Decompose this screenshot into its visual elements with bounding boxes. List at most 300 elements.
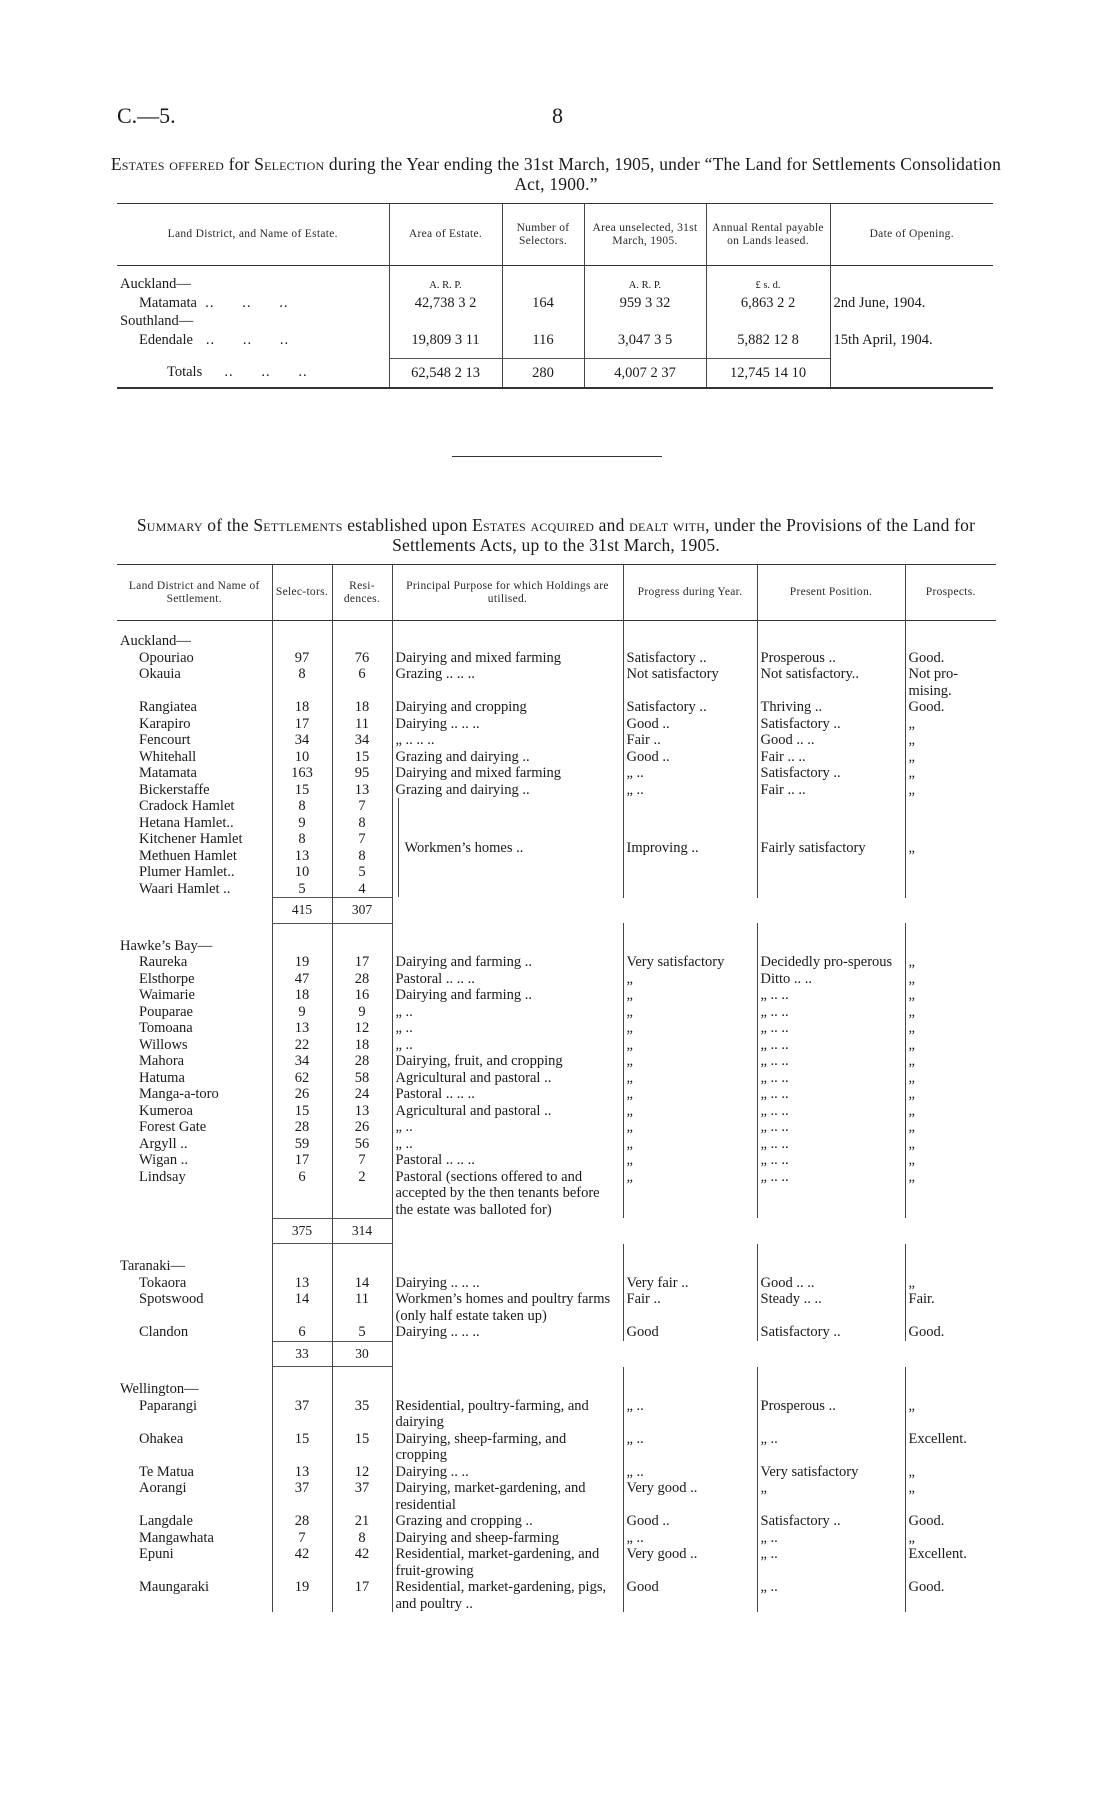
selectors-cell: 62 [272,1070,332,1087]
section-divider [452,456,662,457]
prospects-cell: Good. [905,1324,996,1341]
residences-cell: 35 [332,1398,392,1431]
selectors-cell: 8 [272,798,332,815]
settlement-name: Waari Hamlet .. [139,880,231,897]
residences-cell: 12 [332,1020,392,1037]
settlement-name-text: Clandon [139,1324,189,1340]
purpose-cell: Dairying and mixed farming [392,650,623,667]
settlement-name [117,1169,272,1219]
residences-cell: 37 [332,1480,392,1513]
prospects-cell: „ [905,1136,996,1153]
progress-cell: „ [623,1053,757,1070]
units-label: A. R. P. [389,266,502,294]
progress-cell: „ [623,1070,757,1087]
selectors-cell: 22 [272,1037,332,1054]
table-header-row [117,565,996,621]
position-cell: „ .. .. [757,1152,905,1169]
table-row [117,798,996,815]
table-row [117,666,996,699]
prospects-cell: Excellent. [905,1431,996,1464]
date-cell: 15th April, 1904. [830,331,993,359]
subtotal-selectors: 375 [272,1218,332,1244]
prospects-cell: „ [905,782,996,799]
position-cell: „ .. [757,1579,905,1612]
residences-cell: 18 [332,1037,392,1054]
table-header-row [117,204,993,266]
table-row [117,312,993,331]
subtotal-selectors: 33 [272,1341,332,1367]
progress-cell: Not satisfactory [623,666,757,699]
position-cell: „ .. [757,1530,905,1547]
settlement-name [117,1513,272,1530]
settlement-name-text: Matamata [139,765,197,781]
area-cell: 19,809 3 11 [389,331,502,359]
position-cell: „ .. .. [757,1037,905,1054]
settlement-name [117,666,272,699]
position-cell: Fair .. .. [757,782,905,799]
position-cell: „ .. [757,1431,905,1464]
table-row [117,1037,996,1054]
table-row [117,1381,996,1398]
selectors-cell: 42 [272,1546,332,1579]
position-cell: Good .. .. [757,1275,905,1292]
selectors-cell: 37 [272,1480,332,1513]
position-cell: Prosperous .. [757,650,905,667]
column-header: Principal Purpose for which Holdings are utilised. [392,565,623,621]
residences-cell: 13 [332,782,392,799]
table1-title [110,154,1002,194]
district-label: Hawke’s Bay— [120,937,213,954]
residences-cell: 17 [332,954,392,971]
purpose-cell: „ .. [392,1119,623,1136]
purpose-cell: Grazing .. .. .. [392,666,623,699]
position-cell: Satisfactory .. [757,1324,905,1341]
residences-cell: 8 [332,848,392,865]
progress-cell: Very fair .. [623,1275,757,1292]
settlement-name [117,1136,272,1153]
position-cell: Satisfactory .. [757,716,905,733]
table-row [117,1086,996,1103]
position-cell: Thriving .. [757,699,905,716]
settlement-name [117,782,272,799]
purpose-cell: Grazing and dairying .. [392,749,623,766]
purpose-cell: Residential, market-gardening, and fruit-growing [392,1546,623,1579]
settlement-name [117,716,272,733]
table-row [117,1513,996,1530]
position-cell: Satisfactory .. [757,1513,905,1530]
progress-cell: Very satisfactory [623,954,757,971]
settlement-name [117,1530,272,1547]
table-row [117,1169,996,1219]
settlement-name [117,1070,272,1087]
progress-cell: „ [623,1136,757,1153]
settlement-name-text: Manga-a-toro [139,1086,219,1102]
purpose-cell: Residential, poultry-farming, and dairying [392,1398,623,1431]
residences-cell: 42 [332,1546,392,1579]
settlement-name [117,1275,272,1292]
position-cell: Ditto .. .. [757,971,905,988]
purpose-cell: Pastoral (sections offered to and accepted by the then tenants before the estate was balloted for) [392,1169,623,1219]
unselected-cell: 3,047 3 5 [584,331,706,359]
settlement-name [117,1119,272,1136]
selectors-cell: 15 [272,1431,332,1464]
table-row [117,1103,996,1120]
progress-cell: Improving .. [623,798,757,898]
purpose-cell: Dairying and sheep-farming [392,1530,623,1547]
prospects-cell: „ [905,1398,996,1431]
position-cell: „ .. .. [757,1053,905,1070]
position-cell: „ .. .. [757,1103,905,1120]
purpose-cell: „ .. [392,1136,623,1153]
table-row [117,1004,996,1021]
progress-cell: Good [623,1324,757,1341]
title-word: and [594,515,630,535]
table-row [117,1136,996,1153]
settlement-name-text: Okauia [139,666,181,682]
settlement-name-text: Te Matua [139,1463,194,1480]
settlement-name-text: Wigan .. [139,1152,188,1168]
progress-cell: „ [623,1020,757,1037]
residences-cell: 8 [332,815,392,832]
settlement-name [117,765,272,782]
table-row [117,1152,996,1169]
progress-cell: „ [623,1119,757,1136]
prospects-cell: Good. [905,1513,996,1530]
purpose-cell: Dairying and cropping [392,699,623,716]
selectors-cell: 163 [272,765,332,782]
table-row [117,1546,996,1579]
residences-cell: 76 [332,650,392,667]
table-row [117,1291,996,1324]
prospects-cell: „ [905,954,996,971]
purpose-cell: Dairying and farming .. [392,987,623,1004]
selectors-cell: 15 [272,782,332,799]
progress-cell: „ [623,987,757,1004]
unselected-cell: 959 3 32 [584,294,706,313]
district-label: Southland— [120,313,194,329]
settlement-name-text: Hatuma [139,1069,185,1086]
table-row [117,732,996,749]
residences-cell: 56 [332,1136,392,1153]
title-word: during the Year ending the 31st March, 1905, under “The Land for Settlements Consolidation Act, 1900.” [324,154,1002,194]
column-header: Selec-tors. [272,565,332,621]
settlement-name-text: Whitehall [139,748,197,765]
page-number: 8 [552,103,563,128]
selectors-cell: 26 [272,1086,332,1103]
prospects-cell: „ [905,765,996,782]
residences-cell: 21 [332,1513,392,1530]
settlement-name-text: Argyll .. [139,1135,188,1152]
settlement-name-text: Mangawhata [139,1529,214,1546]
purpose-cell: Pastoral .. .. .. [392,971,623,988]
purpose-cell: „ .. [392,1037,623,1054]
residences-cell: 95 [332,765,392,782]
residences-cell: 7 [332,1152,392,1169]
district-label: Auckland— [120,276,191,292]
total-selectors: 280 [502,358,584,388]
residences-cell: 4 [332,881,392,898]
selectors-cell: 13 [272,1275,332,1292]
settlement-name [117,1579,272,1612]
column-header: Resi-dences. [332,565,392,621]
settlements-summary-table [117,564,996,1612]
selectors-cell: 6 [272,1324,332,1341]
prospects-cell: Excellent. [905,1546,996,1579]
purpose-cell: Dairying .. .. .. [392,716,623,733]
column-header: Land District and Name of Settlement. [128,579,260,605]
selectors-cell: 59 [272,1136,332,1153]
settlement-name-text: Langdale [139,1513,193,1529]
residences-cell: 6 [332,666,392,699]
position-cell: „ .. .. [757,1020,905,1037]
table-row [117,699,996,716]
prospects-cell: Fair. [905,1291,996,1324]
purpose-cell: Dairying .. .. .. [392,1324,623,1341]
selectors-cell: 34 [272,732,332,749]
selectors-cell: 28 [272,1119,332,1136]
prospects-cell: Good. [905,650,996,667]
progress-cell: „ [623,1037,757,1054]
purpose-cell: Agricultural and pastoral .. [392,1103,623,1120]
district-label: Auckland— [120,633,191,649]
purpose-cell: „ .. [392,1020,623,1037]
selectors-cell: 19 [272,1579,332,1612]
brace-group [398,798,620,897]
settlement-name [117,1004,272,1021]
title-word: Summary [136,515,203,535]
position-cell: „ .. [757,1546,905,1579]
selectors-cell: 8 [272,831,332,848]
column-header: Prospects. [905,565,996,621]
position-cell: „ [757,1480,905,1513]
progress-cell: „ [623,1004,757,1021]
selectors-cell: 9 [272,815,332,832]
position-cell: „ .. .. [757,1136,905,1153]
district-label: Taranaki— [120,1258,186,1274]
residences-cell: 28 [332,1053,392,1070]
date-cell: 2nd June, 1904. [830,294,993,313]
table-row [117,1530,996,1547]
residences-cell: 13 [332,1103,392,1120]
position-cell: „ .. .. [757,1169,905,1219]
progress-cell: „ .. [623,782,757,799]
selectors-cell: 34 [272,1053,332,1070]
prospects-cell: „ [905,1480,996,1513]
totals-row [117,358,993,388]
subtotal-residences: 307 [332,898,392,924]
residences-cell: 9 [332,1004,392,1021]
column-header: Date of Opening. [830,204,993,266]
settlement-name [117,987,272,1004]
selectors-cell: 18 [272,699,332,716]
residences-cell: 7 [332,798,392,815]
settlement-name-text: Opouriao [139,649,194,666]
prospects-cell: „ [905,732,996,749]
residences-cell: 12 [332,1464,392,1481]
purpose-cell [392,798,623,898]
units-label: A. R. P. [584,266,706,294]
table-row [117,1070,996,1087]
settlement-name: Hetana Hamlet.. [139,814,234,831]
rental-cell: 6,863 2 2 [706,294,830,313]
purpose-cell: Pastoral .. .. .. [392,1152,623,1169]
title-word: Settlements [253,515,343,535]
settlement-name-text: Forest Gate [139,1119,207,1135]
settlement-name [117,732,272,749]
position-cell: „ .. .. [757,1004,905,1021]
purpose-cell: „ .. .. .. [392,732,623,749]
settlement-name [117,1464,272,1481]
purpose-cell: Dairying, sheep-farming, and cropping [392,1431,623,1464]
table-row [117,749,996,766]
table-row [117,1020,996,1037]
position-cell: Steady .. .. [757,1291,905,1324]
rental-cell: 5,882 12 8 [706,331,830,359]
selectors-cell: 28 [272,1513,332,1530]
progress-cell: Fair .. [623,1291,757,1324]
position-cell: „ .. .. [757,987,905,1004]
purpose-cell: Dairying, fruit, and cropping [392,1053,623,1070]
table-row [117,1275,996,1292]
residences-cell: 2 [332,1169,392,1219]
purpose-cell: Grazing and cropping .. [392,1513,623,1530]
selectors-cell: 37 [272,1398,332,1431]
prospects-cell: Not pro-mising. [905,666,996,699]
table-row [117,1258,996,1275]
residences-cell: 15 [332,1431,392,1464]
table-row [117,782,996,799]
progress-cell: Satisfactory .. [623,699,757,716]
progress-cell: „ [623,1086,757,1103]
column-header: Land District, and Name of Estate. [167,228,338,240]
purpose-cell: Grazing and dairying .. [392,782,623,799]
purpose-cell: Pastoral .. .. .. [392,1086,623,1103]
position-cell: „ .. .. [757,1119,905,1136]
column-header: Progress during Year. [623,565,757,621]
residences-cell: 28 [332,971,392,988]
settlement-name: Cradock Hamlet [139,798,235,814]
settlement-name [117,1037,272,1054]
settlement-name-text: Mahora [139,1053,185,1069]
table-row [117,1579,996,1612]
title-word: dealt with [629,515,706,535]
table-row [117,938,996,955]
settlement-name-text: Paparangi [139,1397,197,1414]
position-cell: Not satisfactory.. [757,666,905,699]
position-cell: Fairly satisfactory [757,798,905,898]
settlement-name [117,971,272,988]
title-word: for [224,154,255,174]
residences-cell: 17 [332,1579,392,1612]
residences-cell: 5 [332,1324,392,1341]
prospects-cell: „ [905,749,996,766]
title-word: Estates acquired [472,515,595,535]
prospects-cell: „ [905,1530,996,1547]
position-cell: Prosperous .. [757,1398,905,1431]
residences-cell: 11 [332,1291,392,1324]
purpose-text: Workmen’s homes .. [404,839,524,856]
settlement-name-text: Epuni [139,1546,174,1562]
position-cell: Satisfactory .. [757,765,905,782]
selectors-cell: 13 [272,1020,332,1037]
table-row [117,1431,996,1464]
table-row [117,1480,996,1513]
position-cell: Decidedly pro-sperous [757,954,905,971]
prospects-cell: „ [905,1020,996,1037]
selectors-cell: 15 [272,1103,332,1120]
settlement-name-text: Raureka [139,954,188,970]
settlement-name: Methuen Hamlet [139,847,237,864]
selectors-cell: 9 [272,1004,332,1021]
prospects-cell: „ [905,971,996,988]
position-cell: „ .. .. [757,1070,905,1087]
settlement-name-text: Ohakea [139,1430,184,1447]
prospects-cell: „ [905,1169,996,1219]
progress-cell: „ [623,1152,757,1169]
table-row [117,765,996,782]
residences-cell: 34 [332,732,392,749]
settlement-name-text: Aorangi [139,1480,187,1496]
subtotal-row [117,1341,996,1367]
estate-name: Edendale .. .. .. [139,331,290,348]
table-row [117,331,993,359]
residences-cell: 18 [332,699,392,716]
selectors-cell: 10 [272,864,332,881]
purpose-cell: Residential, market-gardening, pigs, and poultry .. [392,1579,623,1612]
title-word: of the [202,515,254,535]
prospects-cell: „ [905,1086,996,1103]
selectors-cell: 18 [272,987,332,1004]
selectors-cell: 14 [272,1291,332,1324]
settlement-name [117,954,272,971]
selectors-cell: 7 [272,1530,332,1547]
selectors-cell: 164 [502,294,584,313]
subtotal-row [117,1218,996,1244]
total-unselected: 4,007 2 37 [584,358,706,388]
title-word: established upon [342,515,473,535]
subtotal-selectors: 415 [272,898,332,924]
totals-label: Totals .. .. .. [167,364,308,380]
progress-cell: Good .. [623,716,757,733]
purpose-cell: Dairying, market-gardening, and residential [392,1480,623,1513]
settlement-name [117,1324,272,1341]
selectors-cell: 8 [272,666,332,699]
table-row [117,987,996,1004]
position-cell: Fair .. .. [757,749,905,766]
prospects-cell: „ [905,1037,996,1054]
table-row [117,716,996,733]
prospects-cell: „ [905,987,996,1004]
total-rental: 12,745 14 10 [706,358,830,388]
residences-cell: 7 [332,831,392,848]
progress-cell: „ .. [623,1398,757,1431]
position-cell: Good .. .. [757,732,905,749]
prospects-cell: „ [905,798,996,898]
column-header: Present Position. [757,565,905,621]
progress-cell: „ .. [623,1431,757,1464]
settlement-name [117,1291,272,1324]
settlement-name [117,749,272,766]
progress-cell: „ [623,1103,757,1120]
selectors-cell: 116 [502,331,584,359]
settlement-name [117,1431,272,1464]
settlement-name-text: Kumeroa [139,1102,193,1119]
residences-cell: 58 [332,1070,392,1087]
settlement-name-text: Willows [139,1036,188,1053]
subtotal-residences: 30 [332,1341,392,1367]
title-word: Estates offered [110,154,224,174]
purpose-cell: Workmen’s homes and poultry farms (only half estate taken up) [392,1291,623,1324]
